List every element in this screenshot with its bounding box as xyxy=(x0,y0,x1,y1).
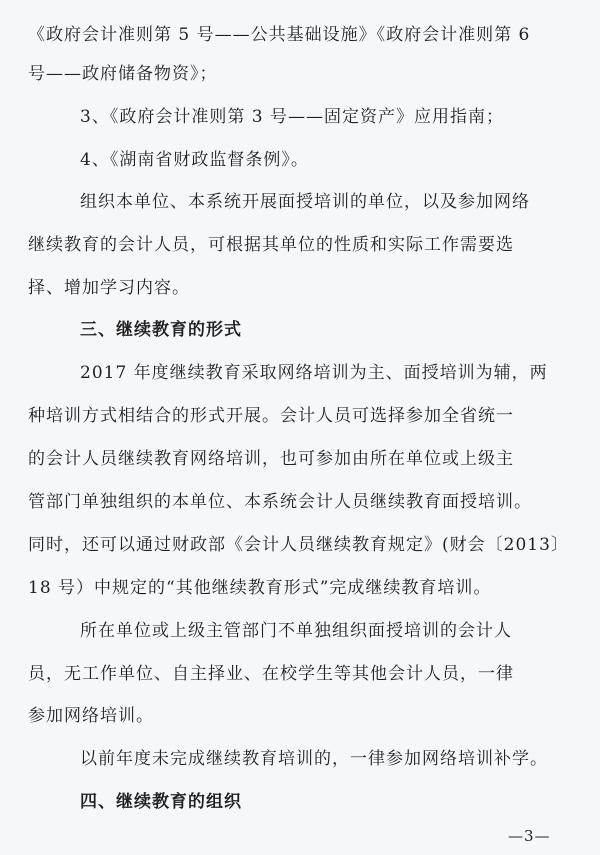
paragraph-unit-line-1: 所在单位或上级主管部门不单独组织面授培训的会计人 xyxy=(80,621,512,641)
page-number: —3— xyxy=(508,827,551,845)
paragraph-2017-line-5: 同时，还可以通过财政部《会计人员继续教育规定》(财会〔2013〕 xyxy=(28,535,569,555)
paragraph-previous-year: 以前年度未完成继续教育培训的，一律参加网络培训补学。 xyxy=(80,749,548,769)
paragraph-unit-line-3: 参加网络培训。 xyxy=(28,706,154,726)
paragraph-2017-line-6: 18 号）中规定的“其他继续教育形式”完成继续教育培训。 xyxy=(28,578,492,598)
paragraph-2017-line-1: 2017 年度继续教育采取网络培训为主、面授培训为辅，两 xyxy=(80,363,548,383)
paragraph-unit-line-2: 员，无工作单位、自主择业、在校学生等其他会计人员，一律 xyxy=(28,664,514,684)
section-heading-4: 四、继续教育的组织 xyxy=(80,792,242,812)
paragraph-organize-line-3: 择、增加学习内容。 xyxy=(28,278,190,298)
list-item-continuation-line-1: 《政府会计准则第 5 号——公共基础设施》《政府会计准则第 6 xyxy=(28,25,531,45)
section-heading-3: 三、继续教育的形式 xyxy=(80,320,242,340)
list-item-3: 3、《政府会计准则第 3 号——固定资产》应用指南； xyxy=(80,107,504,127)
paragraph-organize-line-1: 组织本单位、本系统开展面授培训的单位，以及参加网络 xyxy=(80,192,530,212)
paragraph-2017-line-3: 的会计人员继续教育网络培训，也可参加由所在单位或上级主 xyxy=(28,449,514,469)
paragraph-2017-line-2: 种培训方式相结合的形式开展。会计人员可选择参加全省统一 xyxy=(28,406,514,426)
paragraph-2017-line-4: 管部门单独组织的本单位、本系统会计人员继续教育面授培训。 xyxy=(28,492,532,512)
paragraph-organize-line-2: 继续教育的会计人员，可根据其单位的性质和实际工作需要选 xyxy=(28,235,514,255)
list-item-continuation-line-2: 号——政府储备物资》； xyxy=(28,64,218,84)
list-item-4: 4、《湖南省财政监督条例》。 xyxy=(80,150,309,170)
